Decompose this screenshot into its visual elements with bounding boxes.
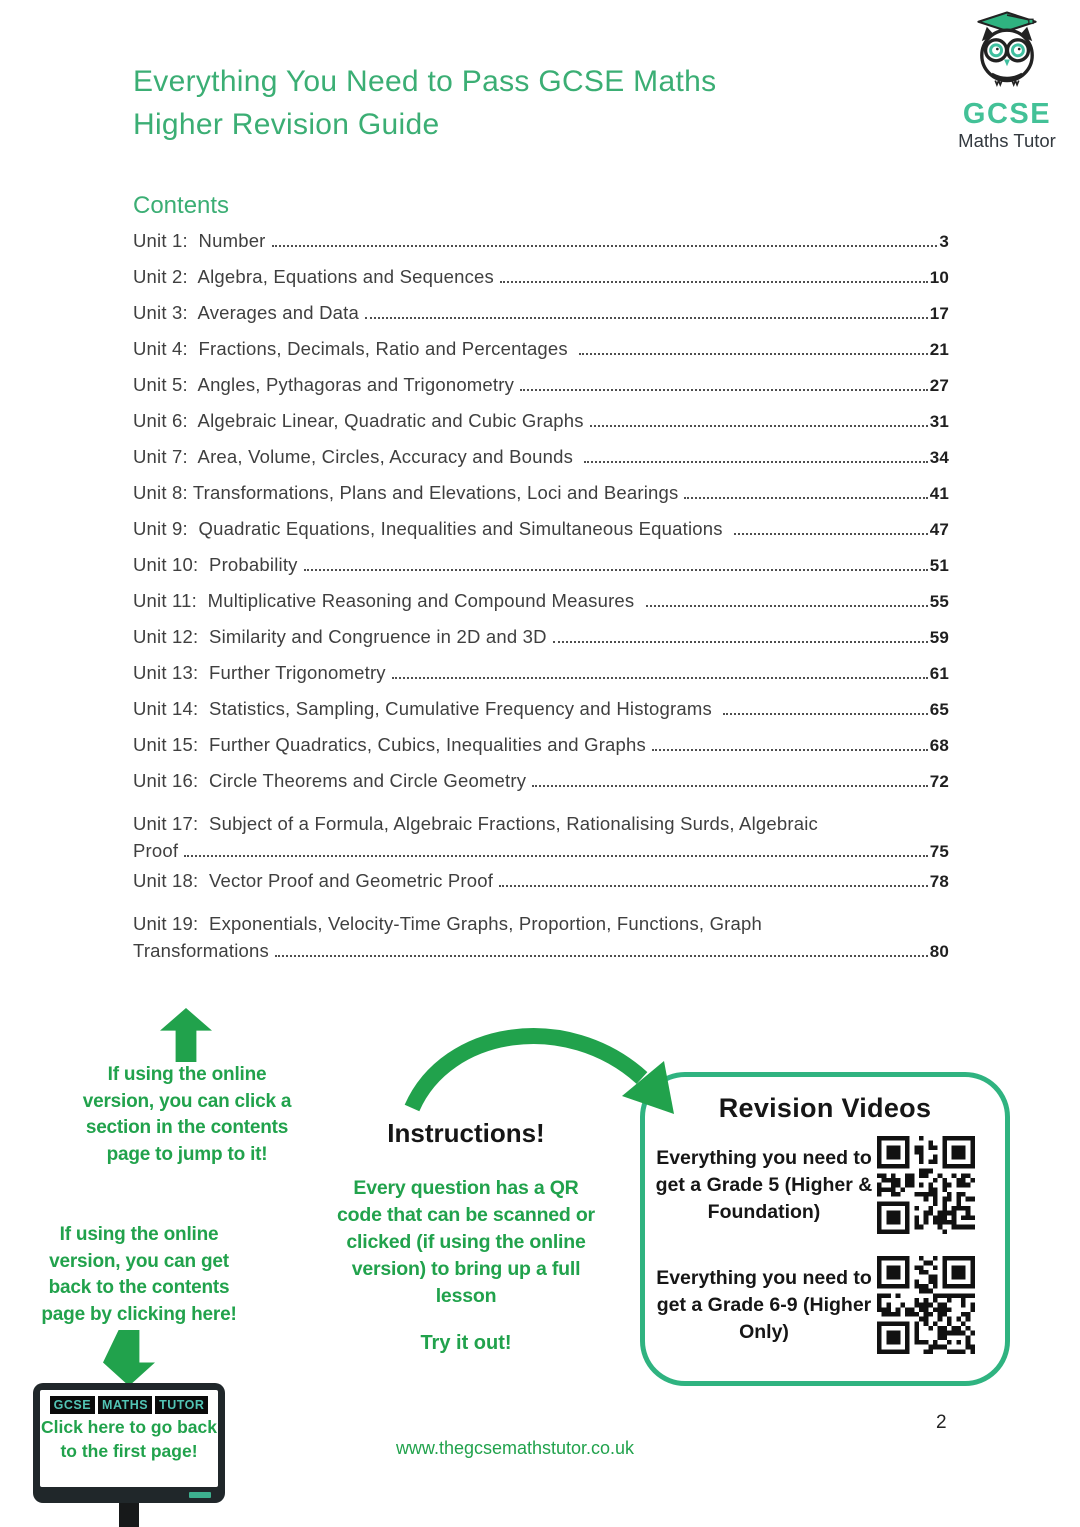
toc-item[interactable] (133, 590, 949, 626)
toc-leader-dots (734, 533, 928, 535)
toc-item-label: Unit 10: Probability (133, 554, 298, 575)
toc-item[interactable] (133, 906, 949, 970)
toc-leader-dots (652, 749, 928, 751)
toc-item-label: Unit 6: Algebraic Linear, Quadratic and Cubic Graphs (133, 410, 584, 431)
toc-page-number: 68 (929, 736, 949, 755)
toc-item-label: Unit 7: Area, Volume, Circles, Accuracy and Bounds (133, 446, 579, 467)
toc-leader-dots (500, 281, 928, 283)
logo-brand-text: GCSE (962, 98, 1052, 130)
monitor-power-button (189, 1492, 211, 1498)
qr-code-grade-6-9[interactable] (877, 1256, 975, 1354)
toc-item-label: Unit 4: Fractions, Decimals, Ratio and Percentages (133, 338, 574, 359)
page-title (133, 60, 716, 146)
toc-item-label: Unit 19: Exponentials, Velocity-Time Graphs, Proportion, Functions, Graph (133, 913, 763, 934)
page-number: 2 (936, 1412, 947, 1433)
toc-item[interactable] (133, 518, 949, 554)
toc-item[interactable] (133, 806, 949, 870)
logo-subtitle-text: Maths Tutor (958, 130, 1056, 151)
toc-item[interactable] (133, 734, 949, 770)
toc-page-number: 3 (939, 232, 949, 251)
toc-list (133, 230, 949, 970)
toc-item-label: Unit 2: Algebra, Equations and Sequences (133, 266, 494, 287)
instructions-body: Every question has a QR code that can be scanned or clicked (if using the online version) to bring up a full lesson (337, 1177, 595, 1307)
jump-tip-text: If using the online version, you can click a section in the contents page to jump to it! (82, 1064, 292, 1165)
toc-leader-dots (184, 855, 927, 857)
instructions-heading: Instructions! (387, 1118, 545, 1148)
toc-page-number: 59 (929, 628, 949, 647)
toc-leader-dots (499, 885, 928, 887)
toc-page-number: 61 (929, 664, 949, 683)
banner-word-maths: MATHS (98, 1396, 152, 1414)
toc-leader-dots (684, 497, 927, 499)
toc-item[interactable] (133, 698, 949, 734)
back-to-first-page-label: Click here to go back to the first page! (40, 1417, 218, 1461)
toc-item[interactable] (133, 410, 949, 446)
toc-item[interactable] (133, 482, 949, 518)
toc-leader-dots (304, 569, 928, 571)
toc-leader-dots (584, 461, 927, 463)
toc-page-number: 47 (929, 520, 949, 539)
toc-item[interactable] (133, 662, 949, 698)
up-arrow-icon (160, 1008, 212, 1062)
toc-page-number: 80 (929, 942, 949, 961)
back-to-first-page-button[interactable] (33, 1383, 225, 1503)
toc-page-number: 31 (929, 412, 949, 431)
monitor-screen (40, 1390, 218, 1487)
toc-item[interactable] (133, 446, 949, 482)
qr-code-grade-5[interactable] (877, 1136, 975, 1234)
toc-item[interactable] (133, 554, 949, 590)
toc-page-number: 34 (929, 448, 949, 467)
toc-leader-dots (579, 353, 927, 355)
toc-item-label-continued: Transformations (133, 940, 269, 961)
toc-page-number: 51 (929, 556, 949, 575)
toc-item-label: Unit 15: Further Quadratics, Cubics, Inequalities and Graphs (133, 734, 646, 755)
revision-video-row (645, 1136, 1005, 1234)
toc-page-number: 55 (929, 592, 949, 611)
gcse-maths-tutor-logo (942, 10, 1072, 152)
curved-arrow-icon (392, 1020, 702, 1140)
toc-page-number: 10 (929, 268, 949, 287)
toc-page-number: 41 (929, 484, 949, 503)
toc-leader-dots (590, 425, 928, 427)
toc-item[interactable] (133, 302, 949, 338)
down-arrow-icon (103, 1330, 155, 1386)
toc-item[interactable] (133, 770, 949, 806)
revision-videos-heading: Revision Videos (718, 1093, 932, 1123)
contents-heading: Contents (133, 192, 230, 219)
toc-leader-dots (392, 677, 928, 679)
toc-page-number: 27 (929, 376, 949, 395)
toc-item-label: Unit 14: Statistics, Sampling, Cumulative Frequency and Histograms (133, 698, 718, 719)
toc-page-number: 78 (929, 872, 949, 891)
back-tip-text: If using the online version, you can get back to the contents page by clicking here! (41, 1224, 237, 1325)
grade-5-label: Everything you need to get a Grade 5 (Higher & Foundation) (655, 1146, 873, 1223)
toc-leader-dots (553, 641, 928, 643)
toc-leader-dots (520, 389, 928, 391)
toc-item-label: Unit 11: Multiplicative Reasoning and Compound Measures (133, 590, 640, 611)
toc-page-number: 75 (929, 842, 949, 861)
toc-page-number: 65 (929, 700, 949, 719)
toc-leader-dots (365, 317, 928, 319)
toc-item-label-continued: Proof (133, 840, 179, 861)
website-url-link[interactable]: www.thegcsemathstutor.co.uk (395, 1438, 635, 1458)
toc-item-label: Unit 5: Angles, Pythagoras and Trigonometry (133, 374, 515, 395)
revision-video-row (645, 1256, 1005, 1354)
toc-page-number: 17 (929, 304, 949, 323)
toc-leader-dots (275, 955, 928, 957)
banner-word-tutor: TUTOR (155, 1396, 208, 1414)
toc-page-number: 21 (929, 340, 949, 359)
toc-leader-dots (272, 245, 938, 247)
toc-item-label: Unit 12: Similarity and Congruence in 2D and 3D (133, 626, 547, 647)
try-it-out-text: Try it out! (420, 1332, 512, 1354)
toc-item-label: Unit 17: Subject of a Formula, Algebraic Fractions, Rationalising Surds, Algebraic (133, 813, 818, 834)
toc-item[interactable] (133, 338, 949, 374)
toc-item[interactable] (133, 230, 949, 266)
page-title-line-2: Higher Revision Guide (133, 108, 440, 141)
toc-item-label: Unit 1: Number (133, 230, 266, 251)
owl-graduate-icon (955, 10, 1059, 94)
toc-item[interactable] (133, 374, 949, 410)
toc-item[interactable] (133, 870, 949, 906)
toc-page-number: 72 (929, 772, 949, 791)
instructions-section (330, 1118, 602, 1355)
toc-item-label: Unit 9: Quadratic Equations, Inequalities and Simultaneous Equations (133, 518, 729, 539)
toc-item-label: Unit 18: Vector Proof and Geometric Proof (133, 870, 494, 891)
toc-item-label: Unit 3: Averages and Data (133, 302, 359, 323)
toc-item-label: Unit 13: Further Trigonometry (133, 662, 386, 683)
toc-leader-dots (646, 605, 928, 607)
monitor-stand (119, 1503, 139, 1527)
toc-leader-dots (532, 785, 928, 787)
toc-item[interactable] (133, 266, 949, 302)
banner-word-gcse: GCSE (50, 1396, 95, 1414)
toc-item-label: Unit 16: Circle Theorems and Circle Geometry (133, 770, 527, 791)
toc-item[interactable] (133, 626, 949, 662)
toc-item-label: Unit 8: Transformations, Plans and Elevations, Loci and Bearings (133, 482, 679, 503)
grade-6-9-label: Everything you need to get a Grade 6-9 (Higher Only) (656, 1266, 872, 1343)
gcse-maths-tutor-banner (40, 1396, 218, 1414)
toc-leader-dots (723, 713, 927, 715)
page-title-line-1: Everything You Need to Pass GCSE Maths (133, 65, 717, 98)
